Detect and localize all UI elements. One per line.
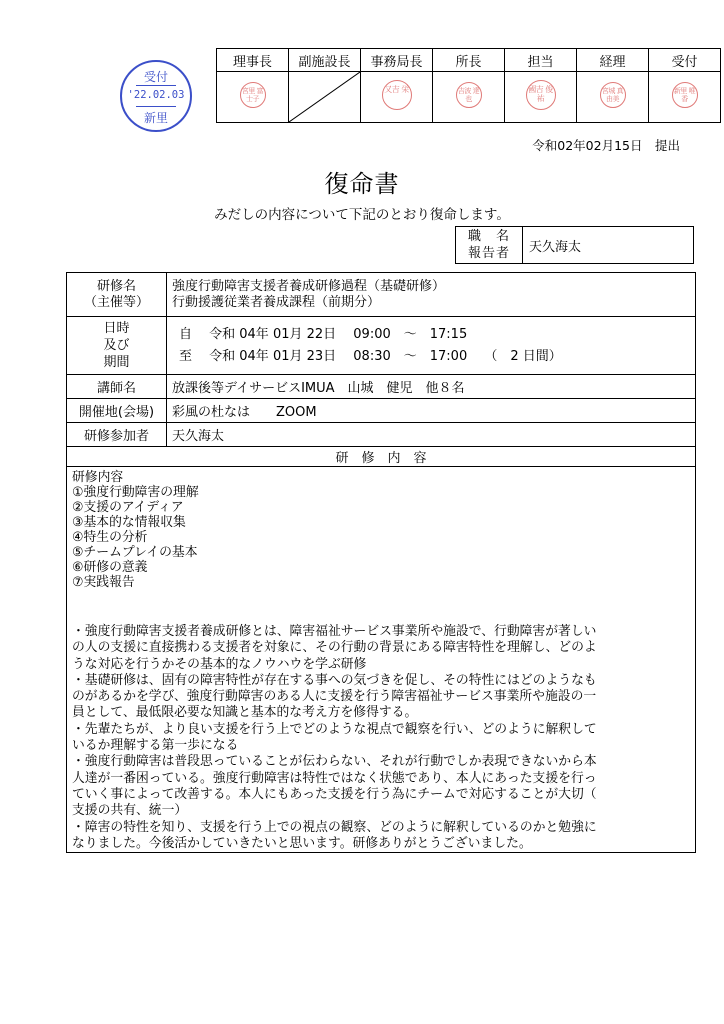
paragraph-line: なりました。今後活かしていきたいと思います。研修ありがとうございました。: [72, 835, 532, 851]
approval-seal-cell: [361, 72, 433, 123]
label-line: 及び: [103, 338, 130, 353]
approval-table: [216, 48, 721, 123]
paragraph-line: ・基礎研修は、固有の障害特性が存在する事への気づきを促し、その特性にはどのようなも: [72, 672, 597, 688]
paragraph-line: のがあるかを学び、強度行動障害のある人に支援を行う障害福祉サービス事業所や施設の一: [72, 689, 597, 705]
reporter-label-reporter: 報告者: [467, 246, 510, 261]
approval-header: 担当: [505, 49, 577, 72]
venue-label: 開催地(会場): [67, 399, 167, 423]
contents-item: ③基本的な情報収集: [72, 515, 186, 530]
seal-stamp: 國吉 俊祐: [526, 80, 556, 110]
contents-item: ②支援のアイディア: [72, 500, 184, 515]
contents-paragraph: [72, 624, 691, 852]
label-line: 期間: [103, 355, 130, 370]
approval-seal-cell: [217, 72, 289, 123]
reporter-name: 天久海太: [523, 227, 694, 264]
received-stamp: [120, 60, 192, 132]
approval-header: 事務局長: [361, 49, 433, 72]
training-name-line: 強度行動障害支援者養成研修過程（基礎研修）: [172, 278, 446, 294]
lecturer-label: 講師名: [67, 375, 167, 399]
paragraph-line: 人達が一番困っている。強度行動障害は特性ではなく状態であり、本人にあった支援を行っ: [72, 770, 597, 786]
period-to: 至 令和 04年 01月 23日 08:30 ～ 17:00 （ 2 日間）: [179, 348, 562, 364]
training-name-label: [67, 273, 167, 317]
label-line: 日時: [103, 321, 130, 336]
training-name-line: 行動援護従業者養成課程（前期分）: [172, 294, 381, 310]
contents-item: ④特生の分析: [72, 530, 148, 545]
reporter-label-position: 職 名: [467, 229, 510, 244]
approval-seal-cell: [433, 72, 505, 123]
seal-stamp: 吉波 達也: [456, 82, 482, 108]
paragraph-line: の人の支援に直接携わる支援者を対象に、その行動の背景にある障害特性を理解し、どのよ: [72, 640, 597, 656]
approval-header: 経理: [577, 49, 649, 72]
approval-seal-cell: [505, 72, 577, 123]
period-from: 自 令和 04年 01月 22日 09:00 ～ 17:15: [179, 326, 468, 342]
paragraph-line: 員として、最低限必要な知識と基本的な考え方を修得する。: [72, 705, 418, 721]
participant-value: 天久海太: [167, 423, 696, 447]
paragraph-line: ・先輩たちが、より良い支援を行う上でどのような視点で観察を行い、どのように解釈して: [72, 721, 597, 737]
training-table: [66, 272, 696, 853]
contents-heading: 研修内容: [72, 470, 124, 485]
contents-items: [72, 485, 691, 590]
venue-value: 彩風の杜なは ZOOM: [167, 399, 696, 423]
approval-seal-cell-empty: [289, 72, 361, 123]
paragraph-line: ・障害の特性を知り、支援を行う上での視点の観察、どのように解釈しているのかと勉強に: [72, 819, 597, 835]
approval-header: 副施設長: [289, 49, 361, 72]
approval-seal-cell: [649, 72, 721, 123]
seal-stamp: 宮里 富士子: [240, 82, 266, 108]
approval-header: 所長: [433, 49, 505, 72]
approval-header: 受付: [649, 49, 721, 72]
contents-item: ⑥研修の意義: [72, 560, 148, 575]
contents-item: ⑦実践報告: [72, 575, 135, 590]
training-name-value: [167, 273, 696, 317]
contents-item: ①強度行動障害の理解: [72, 485, 199, 500]
received-stamp-label: 受付: [143, 70, 168, 84]
diagonal-line: [289, 72, 360, 122]
seal-stamp: 新里 唯香: [672, 82, 698, 108]
contents-header: 研 修 内 容: [67, 447, 696, 467]
label-line: （主催等）: [83, 294, 149, 310]
label-line: 研修名: [96, 278, 136, 294]
reporter-label: [456, 227, 523, 264]
approval-seal-cell: [577, 72, 649, 123]
participant-label: 研修参加者: [67, 423, 167, 447]
paragraph-line: ・強度行動障害支援者養成研修とは、障害福祉サービス事業所や施設で、行動障害が著しい: [72, 624, 597, 639]
seal-stamp: 宮城 真由美: [600, 82, 626, 108]
paragraph-line: ていく事によって改善する。本人にもあった支援を行う為にチームで対応することが大切（: [72, 786, 597, 802]
reporter-table: [455, 226, 694, 264]
submission-date: 令和02年02月15日 提出: [532, 138, 680, 153]
received-stamp-name: 新里: [143, 111, 168, 125]
seal-stamp: 又吉 栄: [382, 80, 412, 110]
contents-body: [67, 467, 696, 853]
period-label: [67, 317, 167, 375]
document-subtitle: みだしの内容について下記のとおり復命します。: [214, 207, 510, 223]
paragraph-line: いるか理解する第一歩になる: [72, 738, 239, 754]
paragraph-line: ・強度行動障害は普段思っていることが伝わらない、それが行動でしか表現できないから本: [72, 754, 597, 770]
lecturer-value: 放課後等デイサービスIMUA 山城 健児 他８名: [167, 375, 696, 399]
paragraph-line: 支援の共有、統一）: [72, 803, 188, 819]
approval-header: 理事長: [217, 49, 289, 72]
contents-item: ⑤チームプレイの基本: [72, 545, 198, 560]
document-title: 復命書: [324, 170, 400, 198]
period-value: [167, 317, 696, 375]
paragraph-line: うな対応を行うかその基本的なノウハウを学ぶ研修: [72, 656, 367, 672]
received-stamp-date: '22.02.03: [127, 89, 185, 101]
